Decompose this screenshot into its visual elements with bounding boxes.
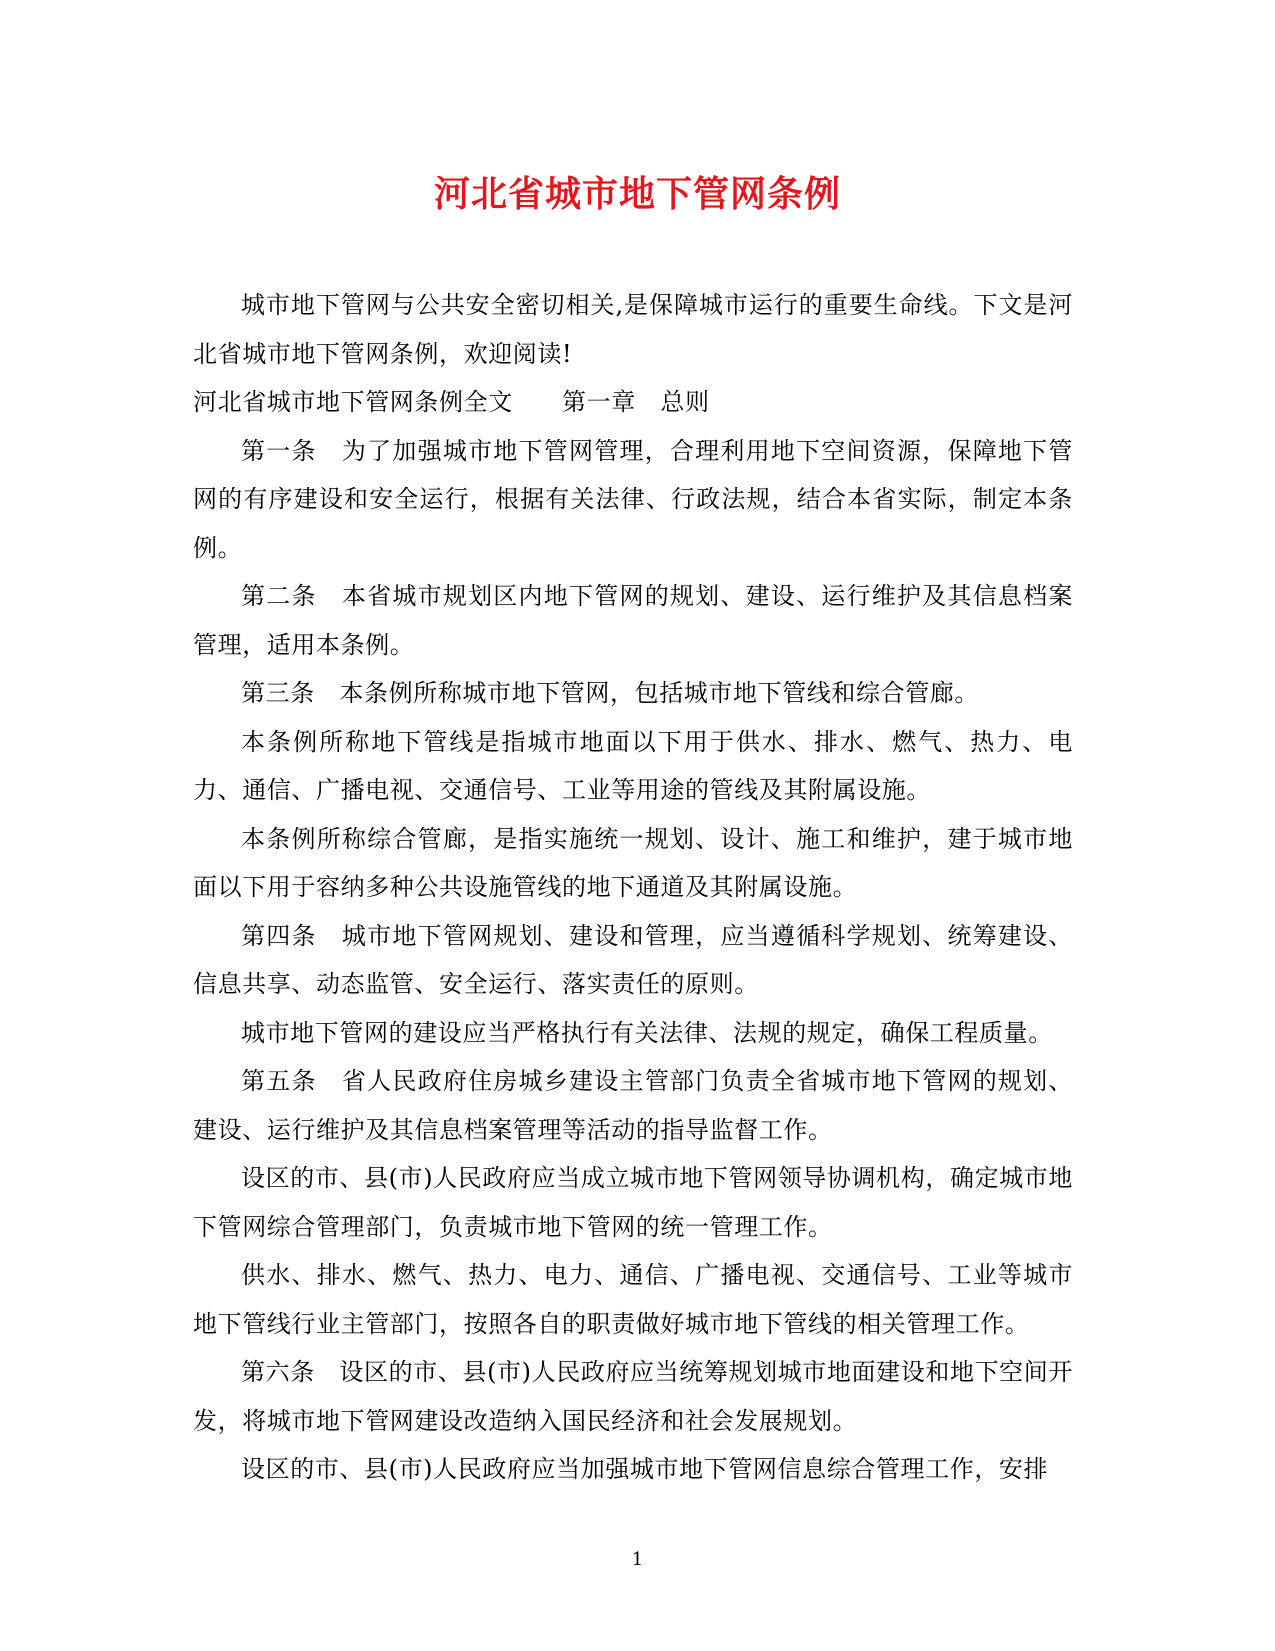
page-number: 1 [631, 1549, 644, 1570]
paragraph-article-5-city: 设区的市、县(市)人民政府应当成立城市地下管网领导协调机构，确定城市地下管网综合管理部门，负责城市地下管网的统一管理工作。 [193, 1164, 1073, 1241]
document-body [193, 281, 1073, 1494]
paragraph-chapter-heading: 河北省城市地下管网条例全文 第一章 总则 [193, 388, 710, 416]
paragraph-article-6: 第六条 设区的市、县(市)人民政府应当统筹规划城市地面建设和地下空间开发，将城市地下管网建设改造纳入国民经济和社会发展规划。 [193, 1358, 1073, 1435]
paragraph-article-2: 第二条 本省城市规划区内地下管网的规划、建设、运行维护及其信息档案管理，适用本条例。 [193, 582, 1073, 659]
paragraph-article-4: 第四条 城市地下管网规划、建设和管理，应当遵循科学规划、统筹建设、信息共享、动态监管、安全运行、落实责任的原则。 [193, 921, 1073, 998]
paragraph-article-3: 第三条 本条例所称城市地下管网，包括城市地下管线和综合管廊。 [241, 679, 979, 707]
paragraph-article-3-pipelines: 本条例所称地下管线是指城市地面以下用于供水、排水、燃气、热力、电力、通信、广播电视、交通信号、工业等用途的管线及其附属设施。 [193, 727, 1073, 804]
paragraph-article-4-quality: 城市地下管网的建设应当严格执行有关法律、法规的规定，确保工程质量。 [241, 1018, 1053, 1047]
document-title: 河北省城市地下管网条例 [433, 173, 841, 215]
paragraph-article-5-industry: 供水、排水、燃气、热力、电力、通信、广播电视、交通信号、工业等城市地下管线行业主管部门，按照各自的职责做好城市地下管线的相关管理工作。 [193, 1261, 1073, 1338]
paragraph-article-1: 第一条 为了加强城市地下管网管理，合理利用地下空间资源，保障地下管网的有序建设和安全运行，根据有关法律、行政法规，结合本省实际，制定本条例。 [193, 436, 1073, 562]
paragraph-article-3-corridor: 本条例所称综合管廊，是指实施统一规划、设计、施工和维护，建于城市地面以下用于容纳多种公共设施管线的地下通道及其附属设施。 [193, 824, 1073, 901]
paragraph-article-6-info: 设区的市、县(市)人民政府应当加强城市地下管网信息综合管理工作，安排 [241, 1455, 1049, 1483]
paragraph-intro: 城市地下管网与公共安全密切相关,是保障城市运行的重要生命线。下文是河北省城市地下管网条例，欢迎阅读! [193, 291, 1073, 368]
paragraph-article-5: 第五条 省人民政府住房城乡建设主管部门负责全省城市地下管网的规划、建设、运行维护及其信息档案管理等活动的指导监督工作。 [193, 1067, 1073, 1144]
